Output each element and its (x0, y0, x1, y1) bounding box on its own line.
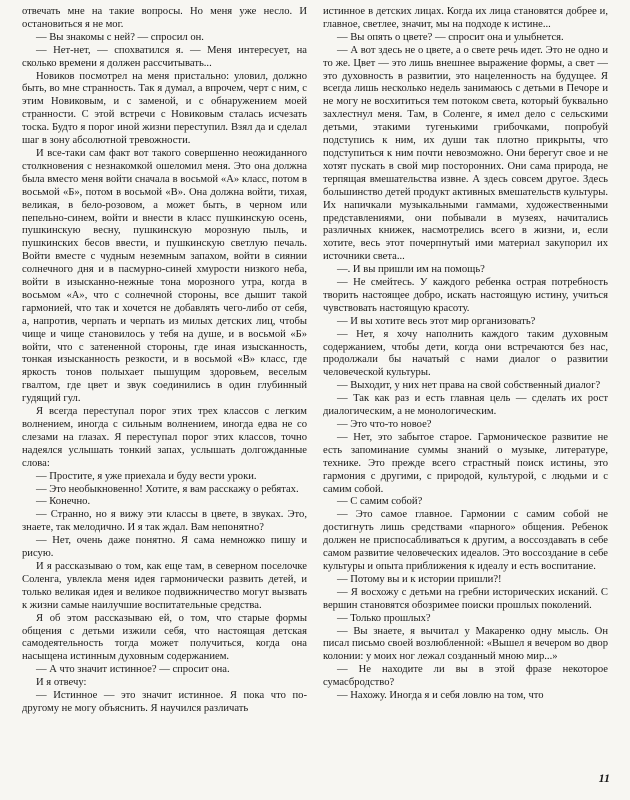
right-column-paragraph: — Это что-то новое? (337, 419, 432, 430)
right-column-paragraph: — Нет, я хочу наполнить каждого таким духовным содержанием, чтобы дети, когда они встречаются без нас, продолжали бы начатый с нами диалог о развитии человеческой культуры. (323, 328, 608, 379)
right-column-paragraph: — Я восхожу с детьми на гребни исторических исканий. С вершин становятся обозримее поиски прошлых поколений. (323, 586, 608, 611)
right-column-paragraph: — Вы знаете, я вычитал у Макаренко одну мысль. Он писал письмо своей возлюбленной: «Вышел я вечером во двор колонии: у моих ног лежал созданный мною мир...» (323, 625, 608, 663)
right-column-paragraph: — Только прошлых? (337, 612, 431, 624)
right-column-paragraph: — Выходит, у них нет права на свой собственный диалог? (337, 380, 601, 392)
right-column-paragraph: — Это самое главное. Гармонии с самим собой не достигнуть лишь средствами «парного» общения. Ребенок должен не приспосабливаться к другим, а воссоздавать в себе самом развитие человеческих идеалов. Это воссоздание в себе культуры и опыта приближения к идеалу и есть воспитание. (323, 509, 608, 572)
right-column-paragraph: — С самим собой? (337, 496, 423, 508)
right-column-paragraph: — И вы хотите весь этот мир организовать? (337, 315, 536, 327)
right-column-paragraph: — Не находите ли вы в этой фразе некоторое сумасбродство? (323, 664, 608, 689)
left-column-paragraph: Я об этом рассказываю ей, о том, что старые формы общения с детьми изжили себя, что настоящая детская самодеятельность тогда может получиться, когда она насыщена истинным духовным содержанием. (22, 612, 307, 663)
right-column-paragraph: — Не смейтесь. У каждого ребенка острая потребность творить настоящее добро, искать настоящую истину, учиться чувствовать настоящую красоту. (323, 277, 608, 314)
left-column-paragraph: И я рассказываю о том, как еще там, в северном поселочке Соленга, увлекла меня идея гармонически развить детей, и только великая идея и великое подвижничество могут вызвать к жизни самые наилучшие воспитательные средства. (22, 560, 307, 611)
left-column-paragraph: — Вы знакомы с ней? — спросил он. (36, 31, 204, 43)
left-column-paragraph: — Нет, очень даже понятно. Я сама немножко пишу и рисую. (22, 535, 307, 560)
left-column-paragraph: — Истинное — это значит истинное. Я пока что по-другому не могу объяснить. Я научился различать (22, 690, 307, 714)
page-number: 11 (598, 771, 610, 785)
right-column (323, 6, 608, 766)
right-column-paragraph: —. И вы пришли им на помощь? (337, 264, 485, 276)
left-column-paragraph: — Простите, я уже приехала и буду вести уроки. (36, 470, 257, 482)
right-column-paragraph: — Нахожу. Иногда я и себя ловлю на том, что (337, 690, 544, 702)
left-column-paragraph: — А что значит истинное? — спросит она. (36, 664, 230, 676)
right-column-paragraph: — Вы опять о цвете? — спросит она и улыбнется. (337, 31, 564, 43)
left-column-paragraph: — Странно, но я вижу эти классы в цвете, в звуках. Это, знаете, так мелодично. И я так ждал. Вам непонятно? (22, 509, 307, 534)
left-column-paragraph: И все-таки сам факт вот такого совершенно неожиданного столкновения с незнакомкой ошеломил меня. Это она должна была вместо меня войти сначала в восьмой «А» класс, потом в восьмой «Б», потом в восьмой «В». Она должна войти, тихая, великая, в бело-розовом, а может быть, в черном или пепельно-синем, войти и внести в класс пушкинскую осень, пушкинскую весну, пушкинскую морозную пыль, и пушкинских бесов ввести, и пушкинскую светлую печаль. Войти вместе с чудным неземным запахом, войти в сиянии солнечного дня и в пасмурно-синей хмурости низкого неба, войти в изысканно-нежные тона морозного утра, когда в восьмом «А», что с солнечной стороны, все дышит такой гармонией, что так и хочется не добавлять чего-либо от себя, а, напротив, черпать и черпать из милых детских лиц, чтобы чище и чище становилось у тебя на душе, и в восьмой «Б» войти, что с затененной стороны, где иная изысканность, тонкая изысканность резкости, и в восьмой «В» класс, где яркость тонов полыхает пышущим здоровьем, веселым гвалтом, где цвет и звук соединились в один глубинный гудящий гул. (22, 147, 307, 405)
left-column-paragraph: — Конечно. (36, 496, 91, 508)
left-column-paragraph: отвечать мне на такие вопросы. Но меня уже несло. И остановиться я не мог. (22, 6, 307, 30)
right-column-paragraph: — Так как раз и есть главная цель — сделать их рост диалогическим, а не монологическим. (323, 393, 608, 418)
left-column-paragraph: — Это необыкновенно! Хотите, я вам расскажу о ребятах. (36, 483, 299, 495)
left-column-paragraph: Я всегда переступал порог этих трех классов с легким волнением, иногда с сильным волнением, иногда едва не со слезами на глазах. Я переступал порог этих классов, точно надеялся услышать тонкий запах, услышать долгожданные слова: (22, 406, 307, 469)
right-column-paragraph: — Потому вы и к истории пришли?! (337, 573, 502, 585)
right-column-paragraph: — Нет, это забытое старое. Гармоническое развитие не есть запоминание суммы знаний о музыке, литературе, технике. Это прежде всего страстный поиск истины, это гармония с другими, с природой, культурой, с людьми и с самим собой. (323, 431, 608, 495)
left-column-paragraph: Новиков посмотрел на меня пристально: уловил, должно быть, во мне странность. Так я думал, а впрочем, черт с ним, с этим Новиковым, и с заменой, и с обнаружением моей странности. С этой встречи с Новиковым сталась исчезать тоска. Будто я порог иной жизни переступил. Взял да и сделал шаг в зону абсолютной тревожности. (22, 70, 307, 147)
left-column-paragraph: И я отвечу: (36, 677, 87, 689)
right-column-paragraph: — А вот здесь не о цвете, а о свете речь идет. Это не одно и то же. Цвет — это лишь внешнее выражение формы, а свет — это духовность в развитии, это нацеленность на будущее. Я всегда лишь несколько недель занимаюсь с детьми в Печоре и не могу не восхититься тем потоком света, который буквально захлестнул меня. Там, в Соленге, я имел дело с сельскими детьми, этакими тугенькими грибочками, попробуй подступись к ним, их души так плотно прикрыты, что подступиться к ним почти невозможно. Они берегут свое и не хотят пускать в свой мир посторонних. Они сама природа, не терпящая вмешательства извне. А здесь совсем другое. Здесь большинство детей продукт активных вмешательств культуры. Их напичкали музыкальными гаммами, художественными представлениями, они побывали в музеях, начитались различных книжек, насмотрелись всего в жизни, и, если хотите, весь этот почерпнутый ими материал закупорил их источники света... (323, 44, 608, 263)
left-column (22, 6, 307, 766)
text-columns (22, 6, 608, 766)
left-column-paragraph: — Нет-нет, — спохватился я. — Меня интересует, на сколько времени я должен рассчитывать... (22, 44, 307, 69)
right-column-paragraph: истинное в детских лицах. Когда их лица становятся добрее и, главное, светлее, значит, мы на подходе к истине... (323, 6, 608, 30)
